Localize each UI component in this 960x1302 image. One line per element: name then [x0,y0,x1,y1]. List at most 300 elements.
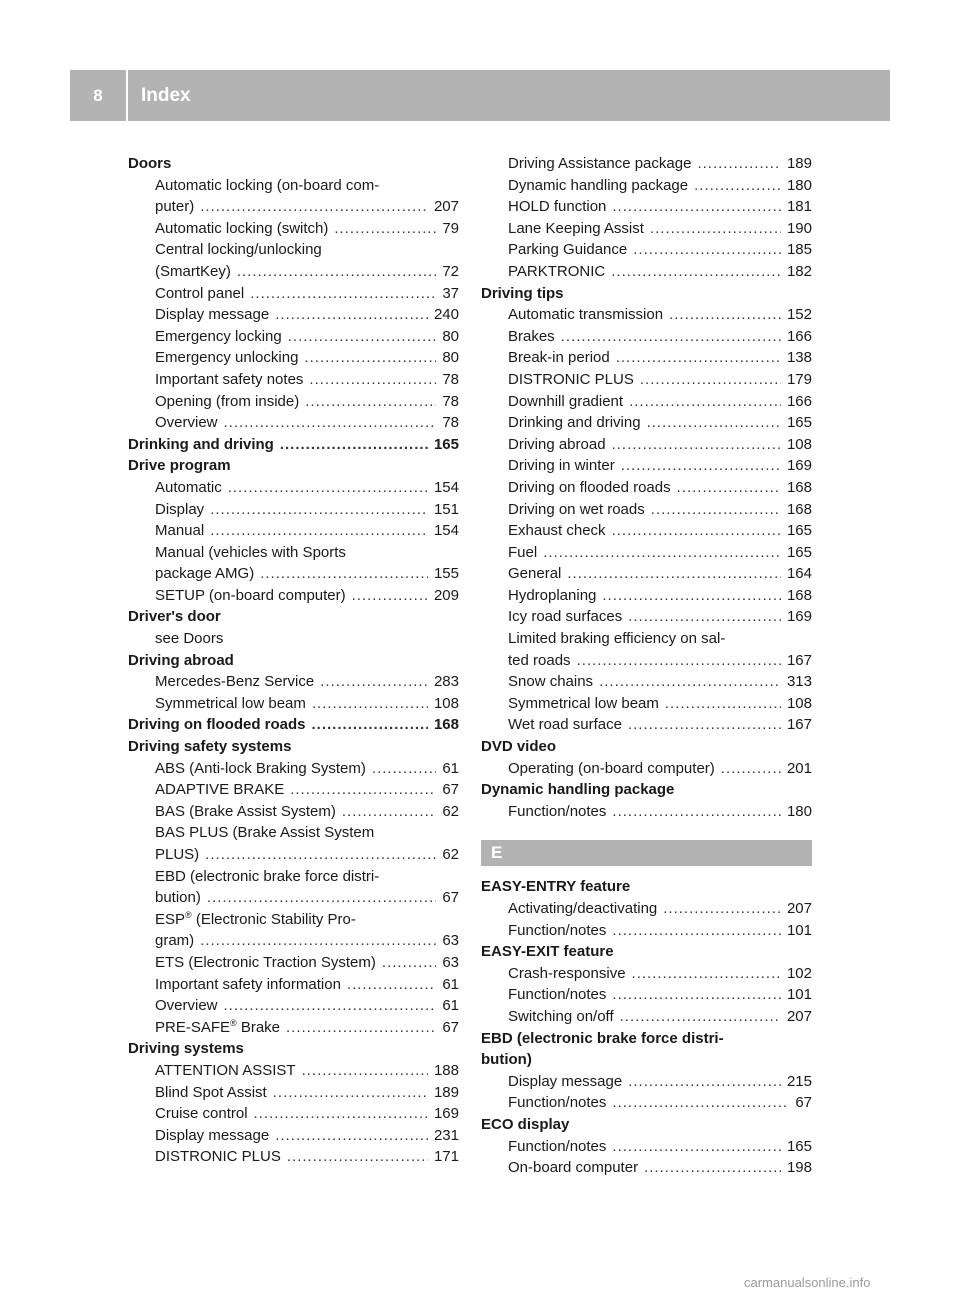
entry-text [155,758,366,780]
page-number: 8 [93,85,103,105]
index-subentry [128,801,459,823]
entry-label: SETUP (on-board computer) [155,586,346,604]
index-subentry [481,239,812,261]
page-reference[interactable]: 240 [433,306,459,324]
entry-label: DVD video [481,738,557,756]
entry-label: Downhill gradient [508,392,624,410]
page-reference[interactable]: 61 [442,997,459,1015]
entry-text [155,283,244,305]
page-reference[interactable]: 78 [442,392,459,410]
index-term [481,1049,812,1071]
page-reference[interactable]: 108 [786,694,812,712]
entry-text [128,714,306,736]
entry-text [508,650,571,672]
dot-leader [651,499,781,521]
entry-label: Automatic [155,478,222,496]
page-reference[interactable]: 169 [786,608,812,626]
entry-text [155,693,306,715]
page-reference[interactable]: 181 [786,198,812,216]
page-reference[interactable]: 168 [433,716,459,734]
index-subentry [128,520,459,542]
dot-leader [612,984,781,1006]
page-reference[interactable]: 62 [442,846,459,863]
header-divider [126,70,128,121]
entry-label: Driving systems [128,1040,244,1058]
page-reference[interactable]: 168 [786,586,812,604]
page-reference[interactable]: 313 [786,673,812,691]
page-reference[interactable]: 283 [433,673,459,691]
index-term [128,714,459,736]
entry-label: Mercedes-Benz Service [155,673,315,691]
index-subentry [128,1125,459,1147]
page-reference[interactable]: 167 [786,716,812,734]
entry-label: BAS PLUS (Brake Assist System [155,824,375,842]
entry-text [155,177,379,194]
entry-label: DISTRONIC PLUS [508,370,634,388]
entry-label: EBD (electronic brake force distri- [481,1029,724,1047]
entry-label: ETS (Electronic Traction System) [155,953,376,971]
entry-label: ATTENTION ASSIST [155,1061,296,1079]
entry-text [508,520,606,542]
index-subentry [481,898,812,920]
page-reference[interactable]: 189 [786,155,812,172]
dot-leader [309,369,436,391]
dot-leader [561,326,781,348]
entry-label: Limited braking efficiency on sal- [508,630,726,648]
entry-label: bution) [155,889,201,907]
entry-label: Automatic transmission [508,306,664,324]
entry-text [128,738,291,755]
page-reference[interactable]: 108 [433,694,459,712]
dot-leader [621,455,781,477]
page-reference[interactable]: 180 [786,176,812,194]
page-reference[interactable]: 138 [786,349,812,367]
entry-text [155,563,254,585]
index-subentry [481,369,812,391]
entry-label: Snow chains [508,673,594,691]
entry-label: Lane Keeping Assist [508,219,644,237]
dot-leader [207,887,436,909]
page-reference[interactable]: 201 [786,759,812,777]
dot-leader [612,520,781,542]
entry-label: BAS (Brake Assist System) [155,802,336,820]
page-reference[interactable]: 190 [786,219,812,237]
dot-leader [280,434,428,456]
index-subentry [481,542,812,564]
entry-label: Overview [155,414,218,432]
dot-leader [697,153,781,175]
entry-label: Display message [155,1126,270,1144]
entry-text [128,457,231,474]
page-reference[interactable]: 79 [442,219,459,237]
entry-label: Dynamic handling package [508,176,689,194]
dot-leader [287,1146,428,1168]
dot-leader [577,650,781,672]
page-reference[interactable]: 101 [786,986,812,1004]
entry-text [508,758,715,780]
dot-leader [260,563,428,585]
entry-text [155,844,199,866]
entry-text [155,544,346,561]
page-reference[interactable]: 215 [786,1072,812,1090]
index-subentry [128,693,459,715]
dot-leader [647,412,781,434]
page-reference[interactable]: 63 [442,953,459,971]
entry-text [155,261,231,283]
page-reference[interactable]: 180 [786,802,812,820]
entry-label: General [508,565,562,583]
page-reference[interactable]: 168 [786,478,812,496]
entry-label: Driver's door [128,608,221,626]
entry-label: PRE-SAFE [155,1018,231,1036]
index-subentry [128,391,459,413]
index-subentry [128,671,459,693]
entry-text [508,920,606,942]
entry-label: DISTRONIC PLUS [155,1148,281,1166]
index-subentry [128,542,459,564]
page-reference[interactable]: 198 [786,1159,812,1177]
entry-label: Crash-responsive [508,964,626,982]
page-reference[interactable]: 80 [442,349,459,367]
dot-leader [305,391,436,413]
page-title: Index [141,84,191,106]
index-term [481,736,812,758]
entry-label: Driving safety systems [128,738,292,756]
page-reference[interactable]: 155 [433,565,459,583]
entry-label: Icy road surfaces [508,608,623,626]
page-reference[interactable]: 101 [786,921,812,939]
index-subentry [481,1136,812,1158]
entry-text [508,585,596,607]
index-subentry [128,1060,459,1082]
entry-label: Drinking and driving [508,414,641,432]
index-subentry [481,153,812,175]
index-subentry [128,326,459,348]
dot-leader [665,693,781,715]
index-subentry [481,563,812,585]
index-subentry [481,455,812,477]
dot-leader [342,801,436,823]
entry-text [508,1006,614,1028]
index-subentry [128,283,459,305]
dot-leader [237,261,436,283]
page-reference[interactable]: 207 [786,1007,812,1025]
page-reference[interactable]: 61 [442,759,459,777]
entry-label: gram) [155,932,195,950]
entry-text [481,1030,724,1047]
page-reference[interactable]: 169 [786,457,812,475]
dot-leader [224,995,437,1017]
watermark: carmanualsonline.info [744,1275,871,1290]
dot-leader [669,304,781,326]
entry-label: Emergency unlocking [155,349,299,367]
page-reference[interactable]: 78 [442,370,459,388]
index-subentry [128,563,459,585]
page-reference[interactable]: 189 [433,1083,459,1101]
page-reference[interactable]: 152 [786,306,812,324]
entry-text [508,218,644,240]
dot-leader [312,693,428,715]
entry-label: Automatic locking (switch) [155,219,329,237]
entry-label: Manual (vehicles with Sports [155,543,346,561]
entry-label: Drive program [128,457,231,475]
dot-leader [312,714,428,736]
entry-text [128,434,274,456]
dot-leader [288,326,437,348]
entry-text [481,1051,532,1068]
page-reference[interactable]: 207 [786,900,812,917]
index-subentry [128,369,459,391]
page-reference[interactable]: 165 [786,522,812,540]
page-reference[interactable]: 165 [786,1137,812,1155]
entry-text [155,868,379,885]
entry-text [155,391,299,413]
page-reference[interactable]: 108 [786,435,812,453]
page-reference[interactable]: 166 [786,392,812,410]
dot-leader [352,585,428,607]
entry-label: Important safety information [155,975,341,993]
page-reference[interactable]: 80 [442,327,459,345]
entry-text [508,369,634,391]
page-reference[interactable]: 102 [786,964,812,982]
entry-text [508,963,626,985]
dot-leader [599,671,781,693]
page-reference[interactable]: 209 [433,586,459,604]
entry-text [508,984,606,1006]
entry-label: Display message [155,306,270,324]
entry-label: Important safety notes [155,370,304,388]
index-subentry [481,628,812,650]
index-subentry [128,499,459,521]
index-subentry [481,218,812,240]
index-subentry [128,261,459,283]
entry-text [155,369,303,391]
dot-leader [612,1092,789,1114]
entry-label: On-board computer [508,1159,639,1177]
page-reference[interactable]: 154 [433,478,459,496]
index-subentry [128,1082,459,1104]
entry-label: PARKTRONIC [508,262,606,280]
entry-text [128,155,171,172]
dot-leader [205,844,436,866]
dot-leader [650,218,781,240]
dot-leader [633,239,781,261]
entry-text [508,1092,606,1114]
dot-leader [290,779,436,801]
entry-label: Driving abroad [128,651,234,669]
entry-text [155,930,194,952]
index-term [481,876,812,898]
index-subentry [481,412,812,434]
page-reference[interactable]: 167 [786,651,812,669]
dot-leader [320,671,428,693]
page-reference[interactable]: 168 [786,500,812,518]
entry-label: Display message [508,1072,623,1090]
entry-label: Driving on flooded roads [128,716,306,734]
entry-text [155,218,328,240]
entry-text [155,1017,280,1039]
entry-label: Drinking and driving [128,435,274,453]
entry-text [155,671,314,693]
page-reference[interactable]: 207 [433,198,459,216]
dot-leader [543,542,781,564]
index-subentry [481,1092,812,1114]
index-subentry [481,1157,812,1179]
entry-text [155,241,322,258]
dot-leader [200,930,436,952]
entry-text [155,952,376,974]
index-subentry [128,952,459,974]
page-reference[interactable]: 37 [442,284,459,302]
index-subentry [481,175,812,197]
dot-leader [640,369,781,391]
dot-leader [644,1157,781,1179]
entry-label: Function/notes [508,1094,607,1112]
index-subentry [128,909,459,931]
entry-text [155,304,269,326]
index-term [481,941,812,963]
index-subentry [128,930,459,952]
page-reference[interactable]: 165 [433,435,459,453]
index-subentry [481,261,812,283]
index-subentry [481,196,812,218]
dot-leader [347,974,436,996]
dot-leader [628,606,781,628]
index-term [128,455,459,477]
entry-text [508,671,593,693]
entry-label: Driving Assistance package [508,155,692,172]
page-reference[interactable]: 179 [786,370,812,388]
index-subentry [481,693,812,715]
entry-text [508,693,659,715]
entry-label: Opening (from inside) [155,392,300,410]
dot-leader [275,304,428,326]
entry-text [508,175,688,197]
dot-leader [620,1006,781,1028]
index-subentry [128,844,459,866]
entry-label: (SmartKey) [155,262,231,280]
index-subentry [128,628,459,650]
page-reference[interactable]: 72 [442,262,459,280]
page-reference[interactable]: 182 [786,262,812,280]
registered-mark: ® [185,909,192,920]
dot-leader [611,261,781,283]
entry-label: Overview [155,997,218,1015]
page-reference[interactable]: 67 [442,889,459,907]
entry-label: Central locking/unlocking [155,241,322,259]
header-bar [70,70,890,121]
index-term [481,779,812,801]
entry-label: Display [155,500,205,518]
index-term [481,283,812,305]
index-subentry [128,887,459,909]
entry-label: Automatic locking (on-board com- [155,176,380,194]
dot-leader [275,1125,428,1147]
entry-text [155,585,346,607]
index-subentry [128,304,459,326]
page-reference[interactable]: 61 [442,975,459,993]
entry-label: ted roads [508,651,571,669]
index-subentry [481,714,812,736]
page-reference[interactable]: 164 [786,565,812,583]
dot-leader [372,758,436,780]
index-subentry [481,606,812,628]
entry-text [155,1125,269,1147]
page-reference[interactable]: 67 [442,1018,459,1036]
entry-label: Function/notes [508,921,607,939]
entry-text [128,608,221,625]
page-reference[interactable]: 63 [442,932,459,950]
page-reference[interactable]: 78 [442,414,459,432]
page-reference[interactable]: 169 [433,1105,459,1123]
dot-leader [273,1082,428,1104]
page-reference[interactable]: 165 [786,543,812,561]
entry-label: HOLD function [508,198,607,216]
entry-label: Driving in winter [508,457,615,475]
page-reference[interactable]: 166 [786,327,812,345]
entry-label: Hydroplaning [508,586,597,604]
entry-label: Dynamic handling package [481,781,675,799]
page-reference[interactable]: 171 [433,1148,459,1166]
entry-label: Driving abroad [508,435,606,453]
page-reference[interactable]: 165 [786,414,812,432]
index-subentry [128,175,459,197]
dot-leader [254,1103,428,1125]
entry-label: Function/notes [508,986,607,1004]
index-subentry [128,1103,459,1125]
page-reference[interactable]: 154 [433,522,459,540]
entry-label: Function/notes [508,802,607,820]
entry-label-rest: (Electronic Stability Pro- [191,910,356,928]
index-subentry [481,326,812,348]
page-reference[interactable]: 231 [433,1126,459,1144]
entry-text [508,542,537,564]
index-subentry [128,218,459,240]
entry-label: package AMG) [155,565,255,583]
entry-text [508,898,657,920]
entry-label: Brakes [508,327,555,345]
page-reference[interactable]: 67 [442,781,459,799]
index-term [128,1038,459,1060]
dot-leader [628,714,781,736]
dot-leader [228,477,428,499]
entry-text [508,412,641,434]
dot-leader [224,412,437,434]
entry-text [481,1116,569,1133]
entry-text [508,261,605,283]
index-subentry [481,650,812,672]
page-reference[interactable]: 185 [786,241,812,259]
page-reference[interactable]: 62 [442,802,459,820]
page-reference[interactable]: 188 [433,1061,459,1079]
entry-text [508,477,671,499]
entry-label: Driving tips [481,284,564,302]
entry-label: Blind Spot Assist [155,1083,267,1101]
index-column-left [128,153,459,1168]
index-subentry [128,758,459,780]
entry-label: Exhaust check [508,522,606,540]
page-reference[interactable]: 151 [433,500,459,518]
index-subentry [481,434,812,456]
index-subentry [128,585,459,607]
index-subentry [481,499,812,521]
dot-leader [663,898,781,920]
index-subentry [128,1017,459,1039]
dot-leader [602,585,781,607]
entry-label: EBD (electronic brake force distri- [155,867,380,885]
index-subentry [481,801,812,823]
page-reference[interactable]: 67 [795,1094,812,1112]
